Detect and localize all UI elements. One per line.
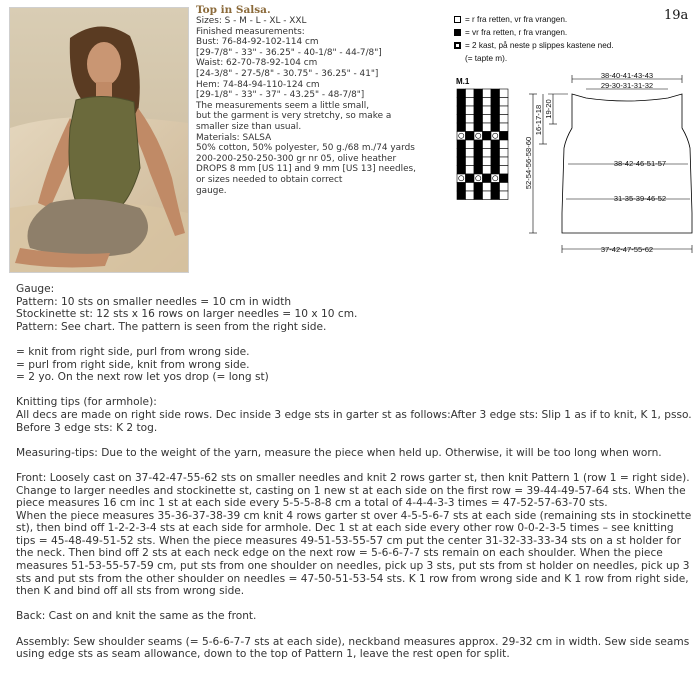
body-paragraph: Gauge: — [16, 283, 55, 295]
legend-text: = vr fra retten, r fra vrangen. — [465, 28, 568, 37]
yo-square-icon — [454, 42, 461, 49]
chart-cell — [491, 166, 500, 175]
chart-cell — [483, 98, 492, 107]
chart-cell — [466, 157, 475, 166]
legend-text: = r fra retten, vr fra vrangen. — [465, 15, 568, 24]
info-line: Hem: 74-84-94-110-124 cm — [196, 79, 320, 90]
chart-cell — [483, 132, 492, 141]
instructions-body — [16, 283, 692, 673]
info-line: or sizes needed to obtain correct — [196, 174, 343, 185]
info-line: [29-7/8" - 33" - 36.25" - 40-1/8" - 44-7/8"] — [196, 47, 382, 58]
info-line: Materials: SALSA — [196, 132, 272, 143]
chart-cell — [457, 191, 466, 200]
info-line: 50% cotton, 50% polyester, 50 g./68 m./74 yards — [196, 143, 415, 154]
chart-cell — [500, 149, 509, 158]
chart-cell — [500, 89, 509, 98]
chart-cell — [483, 115, 492, 124]
body-paragraph: When the piece measures 35-36-37-38-39 cm knit 4 rows garter st over 4-5-5-6-7 sts at each side (remaining sts in stockinette st), then bind off 1-2-2-3-4 sts at each side for armhole. Dec 1 st at each side every other row 0-0-2-3-5 times – see knitting tips = 45-48-49-51-52 sts. When the piece measures 49-51-53-55-57 cm put the center 31-32-33-33-34 sts on a st holder for the neck. Then bind off 2 sts at each neck edge on the next row = 5-6-6-7-7 sts remain on each shoulder. When the piece measures 51-53-55-57-59 cm, put sts from one shoulder on needles, pick up 3 sts, put sts from st holder on needles, pick up 3 sts and put sts from the other shoulder on needles = 47-50-51-53-54 sts. K 1 row from wrong side and K 1 row from right side, then K and bind off all sts from wrong side. — [16, 509, 692, 598]
chart-cell — [466, 132, 475, 141]
info-line: The measurements seem a little small, — [196, 100, 370, 111]
chart-cell — [457, 140, 466, 149]
chart-cell — [474, 183, 483, 192]
top-width-label: 38-40-41-43-43 — [600, 71, 654, 80]
chart-cell — [483, 140, 492, 149]
chart-label: M.1 — [456, 77, 470, 86]
body-paragraph: = 2 yo. On the next row let yos drop (= long st) — [16, 371, 269, 384]
info-line: Sizes: S - M - L - XL - XXL — [196, 16, 307, 26]
chart-cell — [466, 123, 475, 132]
chart-cell — [500, 115, 509, 124]
filled-square-icon — [454, 29, 461, 36]
chart-cell — [500, 183, 509, 192]
chart-cell — [491, 115, 500, 124]
bust-width-label: 38-42-46-51-57 — [613, 159, 667, 168]
chart-cell — [500, 157, 509, 166]
chart-cell — [491, 174, 500, 183]
chart-cell — [500, 166, 509, 175]
body-paragraph: Front: Loosely cast on 37-42-47-55-62 sts on smaller needles and knit 2 rows garter st, then knit Pattern 1 (row 1 = right side). Change to larger needles and stockinette st, casting on 1 new st at each side on the first row = 39-44-49-57-64 sts. When the piece measures 16 cm inc 1 st at each side every 5-5-5-8-8 cm a total of 4-4-4-3-3 times = 47-52-57-63-70 sts. — [16, 471, 690, 510]
chart-cell — [457, 123, 466, 132]
chart-cell — [483, 157, 492, 166]
info-lines — [196, 16, 456, 196]
chart-cell — [457, 157, 466, 166]
chart-cell — [500, 123, 509, 132]
chart-cell — [466, 98, 475, 107]
chart-grid — [448, 72, 510, 212]
total-height-label: 52-54-56-58-60 — [524, 136, 533, 190]
hem-width-label: 37-42-47-55-62 — [600, 245, 654, 254]
chart-cell — [500, 132, 509, 141]
chart-cell — [474, 191, 483, 200]
info-line: Waist: 62-70-78-92-104 cm — [196, 58, 318, 69]
info-line: Bust: 76-84-92-102-114 cm — [196, 37, 319, 48]
chart-cell — [500, 191, 509, 200]
chart-cell — [474, 174, 483, 183]
pattern-chart — [448, 72, 510, 216]
chart-cell — [457, 149, 466, 158]
chart-cell — [466, 183, 475, 192]
legend-row-purl — [454, 26, 614, 39]
legend-text: = 2 kast, på neste p slippes kastene ned. — [465, 41, 614, 50]
empty-square-icon — [454, 16, 461, 23]
info-line: [29-1/8" - 33" - 37" - 43.25" - 48-7/8"] — [196, 90, 365, 101]
chart-cell — [483, 174, 492, 183]
pattern-title: Top in Salsa. — [196, 4, 271, 16]
chart-cell — [457, 89, 466, 98]
chart-cell — [483, 149, 492, 158]
chart-cell — [466, 149, 475, 158]
chart-cell — [483, 191, 492, 200]
chart-cell — [483, 166, 492, 175]
chart-cell — [466, 115, 475, 124]
chart-cell — [474, 115, 483, 124]
body-paragraph: All decs are made on right side rows. Dec inside 3 edge sts in garter st as follows:After 3 edge sts: Slip 1 as if to knit, K 1, psso. Before 3 edge sts: K 2 tog. — [16, 408, 692, 434]
chart-cell — [500, 98, 509, 107]
chart-cell — [491, 89, 500, 98]
chart-cell — [491, 149, 500, 158]
chart-cell — [474, 132, 483, 141]
chart-cell — [457, 106, 466, 115]
chart-cell — [483, 106, 492, 115]
info-line: smaller size than usual. — [196, 121, 302, 132]
chart-cell — [500, 106, 509, 115]
info-line: [24-3/8" - 27-5/8" - 30.75" - 36.25" - 41"] — [196, 68, 379, 79]
body-paragraph: Knitting tips (for armhole): — [16, 396, 157, 409]
info-line: 200-200-250-250-300 gr nr 05, olive heather — [196, 153, 397, 164]
chart-cell — [466, 89, 475, 98]
chart-cell — [491, 98, 500, 107]
chart-cell — [491, 157, 500, 166]
chart-cell — [474, 140, 483, 149]
body-paragraph: Pattern: See chart. The pattern is seen from the right side. — [16, 320, 327, 333]
chart-cell — [491, 106, 500, 115]
chart-cell — [457, 174, 466, 183]
chart-cell — [457, 132, 466, 141]
legend-text: (= tapte m). — [465, 54, 508, 63]
chart-cell — [491, 140, 500, 149]
chart-cell — [466, 140, 475, 149]
body-paragraph: Measuring-tips: Due to the weight of the yarn, measure the piece when held up. Otherwise, it will be too long when worn. — [16, 446, 662, 459]
neck-width-label: 29-30-31-31-32 — [600, 81, 654, 90]
chart-cell — [500, 140, 509, 149]
legend-row-note — [454, 52, 614, 65]
body-paragraph: Back: Cast on and knit the same as the front. — [16, 610, 257, 623]
body-paragraph: = purl from right side, knit from wrong side. — [16, 358, 250, 371]
chart-cell — [457, 183, 466, 192]
chart-cell — [474, 157, 483, 166]
waist-width-label: 31-35-39-46-52 — [613, 194, 667, 203]
chart-cell — [466, 106, 475, 115]
body-paragraph: Stockinette st: 12 sts x 16 rows on larger needles = 10 x 10 cm. — [16, 308, 358, 321]
chart-cell — [474, 149, 483, 158]
chart-cell — [466, 191, 475, 200]
chart-cell — [466, 166, 475, 175]
chart-cell — [457, 115, 466, 124]
body-paragraph: Pattern: 10 sts on smaller needles = 10 cm in width — [16, 295, 292, 308]
info-line: Finished measurements: — [196, 26, 305, 37]
info-line: DROPS 8 mm [US 11] and 9 mm [US 13] needles, — [196, 164, 416, 175]
legend-row-yo — [454, 39, 614, 52]
chart-cell — [466, 174, 475, 183]
symbol-legend — [454, 13, 614, 65]
pattern-info — [196, 4, 456, 196]
chart-cell — [457, 98, 466, 107]
body-paragraph: Assembly: Sew shoulder seams (= 5-6-6-7-7 sts at each side), neckband measures approx. 29-32 cm in width. Sew side seams using edge sts as seam allowance, down to the top of Pattern 1, leave the rest open for split. — [16, 635, 690, 661]
chart-cell — [491, 183, 500, 192]
info-line: but the garment is very stretchy, so make a — [196, 111, 392, 122]
armhole-height-label: 16-17-18 — [534, 104, 543, 136]
chart-cell — [474, 123, 483, 132]
shoulder-height-label: 19-20 — [544, 99, 553, 119]
chart-cell — [483, 183, 492, 192]
page-number: 19a — [664, 8, 689, 23]
chart-cell — [483, 89, 492, 98]
garment-schematic — [510, 68, 695, 262]
model-photo — [9, 7, 189, 273]
chart-cell — [500, 174, 509, 183]
chart-cell — [474, 89, 483, 98]
chart-cell — [457, 166, 466, 175]
info-line: gauge. — [196, 185, 227, 196]
chart-cell — [491, 132, 500, 141]
chart-cell — [474, 106, 483, 115]
chart-cell — [483, 123, 492, 132]
body-paragraph: = knit from right side, purl from wrong side. — [16, 345, 250, 358]
chart-cell — [474, 166, 483, 175]
chart-cell — [491, 123, 500, 132]
chart-cell — [491, 191, 500, 200]
chart-cell — [474, 98, 483, 107]
legend-row-knit — [454, 13, 614, 26]
